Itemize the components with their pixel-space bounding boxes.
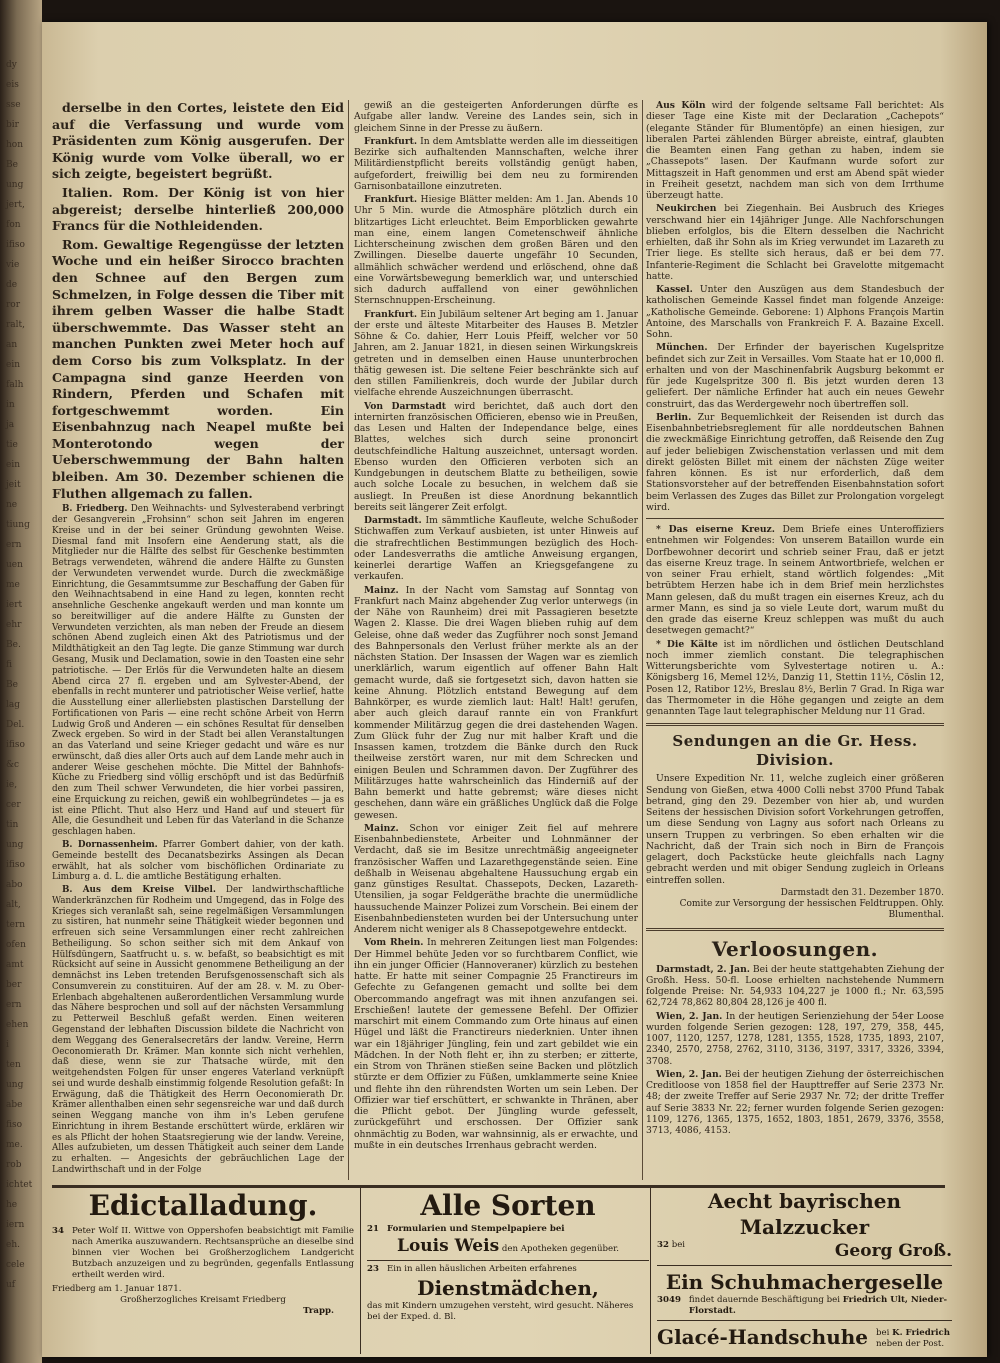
signature-line: Comite zur Versorgung der hessischen Feldtruppen. Ohly. Blumenthal. <box>679 899 944 921</box>
article-dateline: Darmstadt. <box>364 515 422 526</box>
article-dateline: * Die Kälte <box>656 638 718 650</box>
double-divider <box>646 928 944 931</box>
previous-page-fragment: hon <box>6 140 24 150</box>
previous-page-fragment: ber <box>6 980 22 990</box>
ad-bei: bei <box>671 1240 686 1250</box>
previous-page-fragment: eis <box>6 80 19 90</box>
article-paragraph <box>646 412 944 513</box>
previous-page-fragment: ung <box>6 180 24 190</box>
signature-line: Darmstadt den 31. Dezember 1870. <box>780 887 944 898</box>
article-paragraph <box>354 585 638 821</box>
article-text: In dem Amtsblatte werden alle im diesseitigen Bezirke sich aufhaltenden Mannschaften, welche ihrer Militärdienstpflicht bereits vollständig genügt haben, aufgefordert, freiwillig bei dem neu zu formirenden Garnisonbataillone einzutreten. <box>354 135 638 192</box>
previous-page-fragment: cer <box>6 800 21 810</box>
previous-page-fragment: eh. <box>6 1240 20 1250</box>
article-text: derselbe in den Cortes, leistete den Eid auf die Verfassung und wurde vom Präsidenten zum König ausgerufen. Der König wurde vom Volke überall, wo er sich zeigte, begeistert begrüßt. <box>52 100 344 182</box>
article-paragraph <box>646 284 944 340</box>
article-paragraph <box>354 823 638 936</box>
article-paragraph <box>646 203 944 282</box>
previous-page-fragment: ja <box>6 420 15 430</box>
article-text: Unter den Auszügen aus dem Standesbuch der katholischen Gemeinde Kassel findet man folgende Anzeige: „Katholische Gemeinde. Geborene: 1) Alphons François Martin Antoine, des Marschalls von Frankreich F. A. Bazaine Excell. Sohn. <box>646 284 944 340</box>
article-text: ist im nördlichen und östlichen Deutschland noch immer ziemlich constant. Die telegraphischen Witterungsberichte vom Sylvestertage notiren u. A.: Königsberg 16, Memel 12½, Danzig 11, Stettin 11½, Cöslin 12, Posen 12, Ratibor 12½, Breslau 8½, Berlin 7 Grad. In Riga war das Thermometer in die Höhe gegangen und zeigte an dem genannten Tage laut telegraphischer Meldung nur 11 Grad. <box>646 638 944 717</box>
article-dateline: Frankfurt. <box>364 308 418 320</box>
bleed-through-header <box>62 28 962 96</box>
previous-page-fragment: fon <box>6 220 21 230</box>
article-text: Rom. Gewaltige Regengüsse der letzten Woche und ein heißer Sirocco brachten den Schnee auf den Bergen zum Schmelzen, in Folge dessen die Tiber mit ihrem gelben Wasser die halbe Stadt überschwemmte. Das Wasser steht an manchen Punkten zwei Meter hoch auf dem Corso bis zum Volksplatz. In der Campagna sind ganze Heerden von Rindern, Pferden und Schafen mit fortgeschwemmt worden. Ein Eisenbahnzug nach Neapel mußte bei Monterotondo wegen der Ueberschwemmung der Bahn halten bleiben. Am 30. Dezember schienen die Fluthen allgemach zu fallen. <box>52 236 344 501</box>
article-paragraph <box>354 309 638 399</box>
previous-page-fragment: Be <box>6 160 18 170</box>
previous-page-fragment: dy <box>6 60 17 70</box>
ad-merchant-address: neben der Post. <box>876 1339 945 1349</box>
section-heading: Sendungen an die Gr. Hess. Division. <box>672 732 918 770</box>
previous-page-fragment: ichtet <box>6 1180 33 1190</box>
ad-merchant-name: K. Friedrich <box>892 1328 951 1338</box>
previous-page-fragment: me <box>6 580 20 590</box>
article-paragraph <box>52 840 344 883</box>
previous-page-fragment: he <box>6 1200 18 1210</box>
article-text: Dem Briefe eines Unteroffiziers entnehmen wir Folgendes: Von unserem Bataillon wurde ein Dorfbewohner decorirt und schrieb seiner Frau, daß er jetzt das eiserne Kreuz trage. In seinem Antwortbriefe, welchen er von seiner Frau erhielt, stand wörtlich folgendes: „Mit betrübtem Herzen habe ich in dem Brief mein herzlichstes Mann gelesen, daß du mußt tragen ein eisernes Kreuz, ach du armer Mann, es sind ja so viele Leute dort, warum mußt du den grade das eiserne Kreuz schleppen was mußt du auch desetwegen gemacht?“ <box>646 524 945 637</box>
article-paragraph <box>646 1011 944 1067</box>
article-dateline: Italien. <box>62 184 113 200</box>
ad-sign-office: Großherzogliches Kreisamt Friedberg <box>120 1295 286 1305</box>
ad-body: findet dauernde Beschäftigung bei <box>688 1295 840 1305</box>
ad-pretext: Ein in allen häuslichen Arbeiten erfahrenes <box>386 1264 577 1274</box>
previous-page-fragment: falh <box>6 380 24 390</box>
previous-page-fragment: an <box>6 340 18 350</box>
ad-number: 34 <box>52 1226 64 1236</box>
article-paragraph <box>646 1069 944 1137</box>
previous-page-fragment: Del. <box>6 720 25 730</box>
previous-page-fragment: cele <box>6 1260 25 1270</box>
divider <box>646 518 944 519</box>
article-dateline: Frankfurt. <box>364 194 418 205</box>
article-paragraph <box>646 773 944 886</box>
article-paragraph <box>354 100 638 134</box>
column-3 <box>646 100 944 1138</box>
ad-title: Alle Sorten <box>420 1189 596 1222</box>
previous-page-fragment: tern <box>6 920 26 930</box>
column-1 <box>52 100 344 1178</box>
article-text: wird berichtet, daß auch dort den internirten französischen Officieren, ebenso wie in Preußen, das Lesen und Halten der Independance belge, eines Blattes, welches sich durch seine prononcirt deutschfeindliche Haltung auszeichnet, untersagt worden. Ebenso wurden den Officieren verboten sich an Kundgebungen in deutschem Blatte zu betheiligen, sowie auch solche Locale zu besuchen, in welchem daß sie ausliegt. In Preußen ist diese Anordnung bekanntlich bereits seit längerer Zeit erfolgt. <box>354 400 638 513</box>
article-paragraph <box>52 504 344 838</box>
previous-page-fragment: ne <box>6 500 18 510</box>
previous-page-fragment: de <box>6 280 18 290</box>
article-dateline: * Das eiserne Kreuz. <box>656 524 775 535</box>
previous-page-fragment: fi <box>6 660 13 670</box>
article-text: Im sämmtliche Kaufleute, welche Schußoder Stichwaffen zum Verkauf ausbieten, ist unter Hinweis auf die strafrechtlichen Bestimmungen bezüglich des Hoch- oder Landesverraths die amtliche Anweisung ergangen, keinerlei derartige Waffen an Kriegsgefangene zu verkaufen. <box>354 515 638 583</box>
previous-page-fragment: iern <box>6 1220 25 1230</box>
article-text: Hiesige Blätter melden: Am 1. Jan. Abends 10 Uhr 5 Min. wurde die Atmosphäre plötzlich durch ein blitzartiges Licht erleuchtet. Beim Emporblicken gewahrte man eine, einem langen Cometenschweif ähnliche Lichterscheinung zwischen dem großen Bären und den Zwillingen. Dieselbe dauerte ungefähr 10 Secunden, allmählich schwächer werdend und erlöschend, ohne daß eine Vorwärtsbewegung bemerklich war, und unterschied sich dadurch auffallend von einer gewöhnlichen Sternschnuppen-Erscheinung. <box>354 194 638 307</box>
ad-number: 21 <box>367 1224 379 1234</box>
previous-page-fragment: rob <box>6 1160 22 1170</box>
article-paragraph <box>52 100 344 183</box>
previous-page-fragment: sse <box>6 100 21 110</box>
previous-page-fragment: vie <box>6 260 20 270</box>
article-paragraph <box>52 237 344 503</box>
previous-page-fragment: ifiso <box>6 860 25 870</box>
previous-page-fragment: lag <box>6 700 21 710</box>
ad-sign-name: Trapp. <box>303 1306 334 1316</box>
ad-alle-sorten <box>360 1188 649 1354</box>
article-paragraph <box>646 100 944 201</box>
previous-page-fragment: i <box>6 1040 9 1050</box>
previous-page-fragment: in <box>6 400 15 410</box>
previous-page-fragment: bir <box>6 120 19 130</box>
article-dateline: München. <box>656 342 708 354</box>
ad-merchant-address: den Apotheken gegenüber. <box>501 1244 619 1254</box>
ad-number: 23 <box>367 1264 379 1274</box>
article-text: Den Weihnachts- und Sylvesterabend verbringt der Gesangverein „Frohsinn“ schon seit Jahren im engeren Kreise und in der bei seiner Gründung gewohnten Weise. Diesmal fand mit Insofern eine Aenderung statt, als die Mitglieder nur die Hälfte des selbst für Geschenke bestimmten Betrags verwendeten, während die andere Hälfte zu Gunsten der Verwundeten verwendet wurde. Durch die zweckmäßige Einrichtung, die Gesammtsumme zur Beschaffung der Gaben für den Weihnachtsabend in eine Hand zu legen, konnten recht ansehnliche Geschenke angekauft werden und man konnte um so bereitwilliger auf die andere Hälfte zu Gunsten der Verwundeten verzichten, als man neben der Freude an diesem schönen Abend zugleich einen Akt des Patriotismus und der Mildthätigkeit an den Tag legte. Die ganze Stimmung war durch Gesang, Musik und Declamation, sowie in den Toasten eine sehr patriotische. — Der Erlös für die Verwundeten halte an diesem Abend circa 27 fl. ergeben und am Sylvester-Abend, der ebenfalls in recht munterer und patriotischer Weise verlief, hatte die Ausstellung einer allerliebsten plastischen Darstellung der Fortificationen von Paris — eine recht schöne Arbeit von Herrn Ludwig Groß und Anderen — ein schönes Resultat für denselben Zweck ergeben. So wird in der Stadt bei allen Veranstaltungen an das Vaterland und seine Krieger gedacht und wäre es nur erwünscht, daß dies aller Orts auch auf dem Lande mehr auch in anderer Weise geschehen möchte. Die Mittel der Bahnhofs-Küche zu Friedberg sind völlig erschöpft und ist das Bedürfniß den zum Theil schwer Verwundeten, die hier vorbei passiren, eine Erquickung zu reichen, gewiß ein wohlbegründetes — ja es ist eine Pflicht. Thut also Herz und Hand auf und steuert für Alle, die Gesundheit und Leben für das Vaterland in die Schanze geschlagen haben. <box>52 504 344 838</box>
previous-page-fragment: ifiso <box>6 240 25 250</box>
column-2 <box>354 100 638 1153</box>
article-paragraph <box>646 964 944 1009</box>
article-dateline: Berlin. <box>656 411 692 423</box>
previous-page-fragment: uf <box>6 1280 16 1290</box>
ad-edictalladung <box>52 1188 354 1354</box>
ad-subtitle: Glacé-Handschuhe <box>657 1325 869 1349</box>
article-text: Bei der heutigen Ziehung der österreichischen Creditloose von 1858 fiel der Haupttreffer auf Serie 2373 Nr. 48; der zweite Treffer auf Serie 2937 Nr. 72; der dritte Treffer auf Serie 3833 Nr. 22; ferner wurden folgende Serien gezogen: 1109, 1276, 1365, 1375, 1652, 1803, 1851, 2679, 3376, 3558, 3713, 4086, 4153. <box>646 1068 944 1136</box>
article-text: Ein Jubiläum seltener Art beging am 1. Januar der erste und älteste Mitarbeiter des Hauses B. Metzler Söhne & Co. dahier, Herr Louis Pfeiff, welcher vor 50 Jahren, am 2. Januar 1821, in diesen seinen Wirkungskreis getreten und in demselben einen Hause ununterbrochen thätig gewesen ist. Die seltene Feier beschränkte sich auf den stillen Familienkreis, doch wurde der Jubilar durch vielfache ehrende Auszeichnungen überrascht. <box>354 308 638 399</box>
ad-merchant-name: Georg Groß. <box>834 1241 952 1261</box>
article-dateline: Mainz. <box>364 584 399 596</box>
article-paragraph <box>354 401 638 514</box>
ad-malzzucker <box>650 1188 952 1354</box>
article-text: Unsere Expedition Nr. 11, welche zugleich einer größeren Sendung von Gießen, etwa 4000 Colli nebst 3700 Pfund Tabak betrand, ging den 29. Dezember von hier ab, und wurden Seitens der hessischen Division sofort Vorkehrungen getroffen, um diese Sendung von Lagny aus sofort nach Orleans zu unsern Truppen zu verbringen. So eben erhalten wir die Nachricht, daß der Train sich noch in Birn de François gelagert, doch Packstücke heute gleichfalls nach Lagny gebracht werden und mit obiger Sendung zugleich in Orleans eintreffen sollen. <box>646 773 944 886</box>
previous-page-fragment: ror <box>6 300 21 310</box>
article-dateline: Mainz. <box>364 822 399 834</box>
previous-page-fragment: amt <box>6 960 24 970</box>
article-paragraph <box>354 937 638 1151</box>
double-divider <box>646 723 944 726</box>
article-text: Pfarrer Gombert dahier, von der kath. Gemeinde bestellt des Decanatsbezirks Assingen als Decan erwählt, hat als solcher vom bischöflichen Ordinariate zu Limburg a. d. L. die amtliche Bestätigung erhalten. <box>52 839 345 883</box>
advertisement-row <box>52 1185 952 1354</box>
ad-title: Edictalladung. <box>88 1189 318 1222</box>
article-dateline: B. Aus dem Kreise Vilbel. <box>62 885 216 896</box>
previous-page-fragment: tie <box>6 440 18 450</box>
article-dateline: B. Dornassenheim. <box>62 839 158 850</box>
previous-page-fragment: ern <box>6 540 22 550</box>
previous-page-fragment: ralt, <box>6 320 26 330</box>
article-text: bei Ziegenhain. Bei Ausbruch des Krieges verschwand hier ein 14jähriger Junge. Alle Nachforschungen blieben erfolglos, bis die Eltern desselben die Nachricht erhielten, daß ihr Sohn als im Krieg verwundet im Lazareth zu Trier liege. Es stellte sich heraus, daß er bei dem 77. Infanterie-Regiment die Schlacht bei Gravelotte mitgemacht hatte. <box>646 203 944 282</box>
article-paragraph <box>354 136 638 192</box>
previous-page-fragment: ifiso <box>6 740 25 750</box>
article-dateline: Von Darmstadt <box>364 400 447 412</box>
ad-number: 3049 <box>657 1295 681 1305</box>
ad-bei: bei <box>876 1328 890 1338</box>
article-text: In der heutigen Serienziehung der 54er Loose wurden folgende Serien gezogen: 128, 197, 279, 358, 445, 1007, 1120, 1257, 1278, 1281, 1355, 1528, 1735, 1893, 2107, 2340, 2570, 2758, 2762, 3110, 3136, 3197, 3317, 3326, 3394, 3708. <box>646 1010 944 1067</box>
previous-page-fragment: tin <box>6 820 19 830</box>
article-dateline: B. Friedberg. <box>62 504 128 515</box>
ad-body: Formularien und Stempelpapiere bei <box>386 1224 565 1234</box>
article-text: In der Nacht vom Samstag auf Sonntag von Frankfurt nach Mainz abgehender Zug verlor unterwegs (in der Nähe von Raunheim) drei mit Passagieren besetzte Wagen 2. Klasse. Die drei Wagen blieben ruhig auf dem Geleise, ohne daß weder das Zugführer noch sonst Jemand des Bahnpersonals den Verlust früher merkte als an der nächsten Station. Der Insassen der Wagen war es ziemlich unerklärlich, warum eigentlich auf offener Bahn Halt gemacht wurde, daß sie fortgesetzt sich, davon hatten sie keine Ahnung. Plötzlich entstand Bewegung auf dem Bahnkörper, es wurde ziemlich laut: Halt! Halt! gerufen, aber auch gleich darauf rannte ein von Frankfurt kommender Militärzug gegen die drei dastehenden Wagen. Zum Glück fuhr der Zug nur mit halber Kraft und die Insassen kamen, trotzdem die Bänke durch den Ruck theilweise zerstört waren, nur mit dem Schrecken und einigen Beulen und Schrammen davon. Der Zugführer des Militärzuges hatte wahrscheinlich das Hinderniß auf der Bahn bemerkt und hatte gebremst; wäre dieses nicht geschehen, dann wäre ein gräßliches Unglück daß die Folge gewesen. <box>354 584 638 821</box>
previous-page-fragment: ung <box>6 1080 24 1090</box>
previous-page-fragment: tiung <box>6 520 30 530</box>
article-text: Der Erfinder der bayerischen Kugelspritze befindet sich zur Zeit in Versailles. Vom Staate hat er 10,000 fl. erhalten und von der Maschinenfabrik Augsburg bekommt er für jede Kugelspritze 300 fl. Bis jetzt wurden deren 13 geliefert. Der nämliche Erfinder hat auch ein neues Gewehr construirt, das das Werdergewehr noch übertreffen soll. <box>646 342 944 410</box>
previous-page-fragment: ie, <box>6 780 18 790</box>
article-text: In mehreren Zeitungen liest man Folgendes: Der Himmel behüte Jeden vor so furchtbarem Conflict, wie ihn ein junger Officier (Hannoveraner) kürzlich zu bestehen hatte. Er hatte mit seiner Compagnie 25 Franctireurs im Gefechte zu Gefangenen gemacht und sollte bei dem Obercommando angefragt was mit ihnen anzufangen sei. Erschießen! lautete der gemessene Befehl. Der Offizier marschirt mit einem Commando zum Orte hinaus auf einen Hügel und läßt die Franctireurs niederknien. Unter ihnen war ein 18jähriger Jüngling, fein und zart gebildet wie ein Mädchen. In der Noth fleht er, ihn zu sterben; er zitterte, ein Strom von Thränen stießen seine Backen und plötzlich stürzte er dem Offizier zu Füßen, umklammerte seine Kniee und flehte ihn den rührendsten Worten um sein Leben. Der Offizier war tief erschüttert, er schwankte in Thränen, aber die Pflicht gebot. Der Jüngling wurde gefesselt, zurückgeführt und erschossen. Der Offizier sank ohnmächtig zu Boden, war wahnsinnig, als er erwachte, und mußte in ein deutsches Irrenhaus gebracht werden. <box>354 937 638 1151</box>
article-paragraph <box>646 342 944 410</box>
previous-page-fragment: ern <box>6 1000 22 1010</box>
article-dateline: Vom Rhein. <box>364 937 424 949</box>
previous-page-fragment: &c <box>6 760 20 770</box>
article-text: gewiß an die gesteigerten Anforderungen dürfte es Aufgabe aller landw. Vereine des Landes sein, sich in gleichem Sinne in der Presse zu äußern. <box>354 100 638 134</box>
ad-number: 32 <box>657 1240 669 1250</box>
article-dateline: Darmstadt, 2. Jan. <box>656 963 750 975</box>
previous-page-fragment: uen <box>6 560 23 570</box>
previous-page-fragment: fiso <box>6 1120 23 1130</box>
previous-page-fragment: abo <box>6 880 23 890</box>
column-rule <box>642 100 643 1180</box>
previous-page-fragment: Be <box>6 680 18 690</box>
previous-page-fragment: Be. <box>6 640 21 650</box>
article-dateline: Wien, 2. Jan. <box>656 1010 723 1022</box>
ad-merchant-name: Louis Weis <box>397 1236 500 1256</box>
previous-page-fragment: ung <box>6 840 24 850</box>
article-dateline: Kassel. <box>656 284 693 295</box>
previous-page-fragment: me. <box>6 1140 23 1150</box>
article-paragraph <box>354 515 638 583</box>
article-paragraph <box>646 639 944 718</box>
ad-title: Aecht bayrischen Malzzucker <box>707 1189 902 1239</box>
article-text: Bei der heute stattgehabten Ziehung der Großh. Hess. 50-fl. Loose erhielten nachstehende Nummern folgende Preise: Nr. 54,933 104,227 je 1000 fl.; Nr. 63,595 62,724 78,862 80,804 28,126 je 400 fl. <box>646 963 944 1009</box>
previous-page-edge <box>0 0 42 1363</box>
article-dateline: Frankfurt. <box>364 135 418 147</box>
ad-subtitle: Ein Schuhmachergeselle <box>665 1270 944 1294</box>
previous-page-fragment: ofen <box>6 940 26 950</box>
article-text: wird der folgende seltsame Fall berichtet: Als dieser Tage eine Kiste mit der Declaration „Cachepots“ (elegante Ständer für Blumentöpfe) an einen hiesigen, zur liberalen Partei zählenden Bürger abreiste, eintraf, glaubten die Beamten einen Fang gethan zu haben, indem sie „Chassepots“ lasen. Der Kaufmann wurde sofort zur Mittagszeit in Haft genommen und erst am Abend spät wieder in Freiheit gesetzt, nachdem man sich von dem Irrthume überzeugt hatte. <box>646 100 944 201</box>
previous-page-fragment: abe <box>6 1100 23 1110</box>
previous-page-fragment: iert <box>6 600 23 610</box>
article-dateline: Aus Köln <box>656 100 706 111</box>
previous-page-fragment: ein <box>6 360 21 370</box>
article-text: Schon vor einiger Zeit fiel auf mehrere Eisenbahnbedienstete, Arbeiter und Lohnmänner der Verdacht, daß sie im Besitze unrechtmäßig angeeigneter französischer Waffen und Lazarethgegenstände seien. Eine deßhalb in Weisenau abgehaltene Haussuchung ergab ein ganz günstiges Resultat. Chassepots, Decken, Lazareth-Utensilien, ja sogar Feldgeräthe brachte die unermüdliche haussuchende Mainzer Polizei zum Vorschein. Bei einem der Eisenbahnbediensteten wurden bei der Untersuchung unter Anderem nicht weniger als 8 Chassepotgewehre entdeckt. <box>354 822 638 935</box>
previous-page-fragment: alt, <box>6 900 21 910</box>
previous-page-fragment: jert, <box>6 200 25 210</box>
ad-date: Friedberg am 1. Januar 1871. <box>52 1284 182 1294</box>
previous-page-fragment: ein <box>6 460 21 470</box>
ad-subtitle: Dienstmädchen, <box>417 1276 599 1300</box>
article-paragraph <box>646 524 944 637</box>
newspaper-page <box>42 22 987 1357</box>
article-dateline: Wien, 2. Jan. <box>656 1068 722 1080</box>
previous-page-fragment: jeit <box>6 480 21 490</box>
article-paragraph <box>52 185 344 235</box>
ad-body: das mit Kindern umzugehen versteht, wird gesucht. Näheres bei der Exped. d. Bl. <box>367 1301 634 1322</box>
previous-page-fragment: ehr <box>6 620 22 630</box>
article-paragraph <box>354 194 638 307</box>
previous-page-fragment: ehen <box>6 1020 29 1030</box>
article-text: Der landwirthschaftliche Wanderkränzchen für Rodheim und Umgegend, das in Folge des Krieges sich veranlaßt sah, seine regelmäßigen Versammlungen zu sistiren, hat nunmehr seine Thätigkeit wieder begonnen und erfreuen sich seine Versammlungen einer recht zahlreichen Betheiligung. So schon seither sich mit dem Ankauf von Hülfsdüngern, Saatfrucht u. s. w. befaßt, so beabsichtigt es mit Rücksicht auf seine in Aussicht genommene Betheiligung an der demnächst ins Leben tretenden Berufsgenossenschaft sich als Consumverein zu constituiren. Auf der am 28. v. M. zu Ober-Erlenbach abgehaltenen außerordentlichen Versammlung wurde das Nähere besprochen und soll auf der nächsten Versammlung zu Petterweil Beschluß gefaßt werden. Einen weiteren Gegenstand der lebhaften Discussion bildete die Nachricht von dem Weggang des Generalsecretärs der landw. Vereine, Herrn Oeconomierath Dr. Krämer. Man konnte sich nicht verhehlen, daß diese, wenn sie zur Thatsache würde, mit den weitgehendsten Folgen für unser engeres Vaterland verknüpft sei und wurde deshalb einstimmig folgende Resolution gefaßt: In Erwägung, daß die Thätigkeit des Herrn Oeconomierath Dr. Krämer allenthalben einen sehr segensreiche war und daß durch seinen Weggang manche von ihm in's Leben gerufene Einrichtung in ihrem Bestande erschüttert würde, erklären wir es als Pflicht der hohen Staatsregierung wie der landw. Vereine, Alles aufzubieten, um dessen Thätigkeit auch seiner dem Lande zu erhalten. — Angesichts der gebräuchlichen Lage der Landwirthschaft und in der Folge <box>52 885 344 1175</box>
article-paragraph <box>52 885 344 1176</box>
section-heading: Verloosungen. <box>711 936 879 961</box>
ad-body: Peter Wolf II. Wittwe von Oppershofen beabsichtigt mit Familie nach Amerika auszuwandern. Rechtsansprüche an dieselbe sind binnen vier Wochen bei Großherzoglichem Landgericht Butzbach anzuzeigen und zu begründen, gegenfalls Entlassung ertheilt werden wird. <box>71 1226 354 1280</box>
article-text: Rom. Der König ist von hier abgereist; derselbe hinterließ 200,000 Francs für die Nothleidenden. <box>52 184 344 234</box>
previous-page-fragment: ten <box>6 1060 21 1070</box>
article-text: Zur Bequemlichkeit der Reisenden ist durch das Eisenbahnbetriebsreglement für alle norddeutschen Bahnen die zweckmäßige Einrichtung getroffen, daß Reisende den Zug auf jeder beliebigen Zwischenstation verlassen und mit dem direkt gelösten Billet mit einem der nächsten Züge weiter fahren können. Es ist nur erforderlich, daß dem Stationsvorsteher auf der betreffenden Eisenbahnstation sofort beim Verlassen des Zuges das Billet zur Prolongation vorgelegt wird. <box>646 411 944 513</box>
article-dateline: Neukirchen <box>656 203 717 215</box>
column-rule <box>348 100 349 1180</box>
ad-merchant-name: Friedrich Ult, Nieder-Florstadt. <box>688 1295 948 1316</box>
